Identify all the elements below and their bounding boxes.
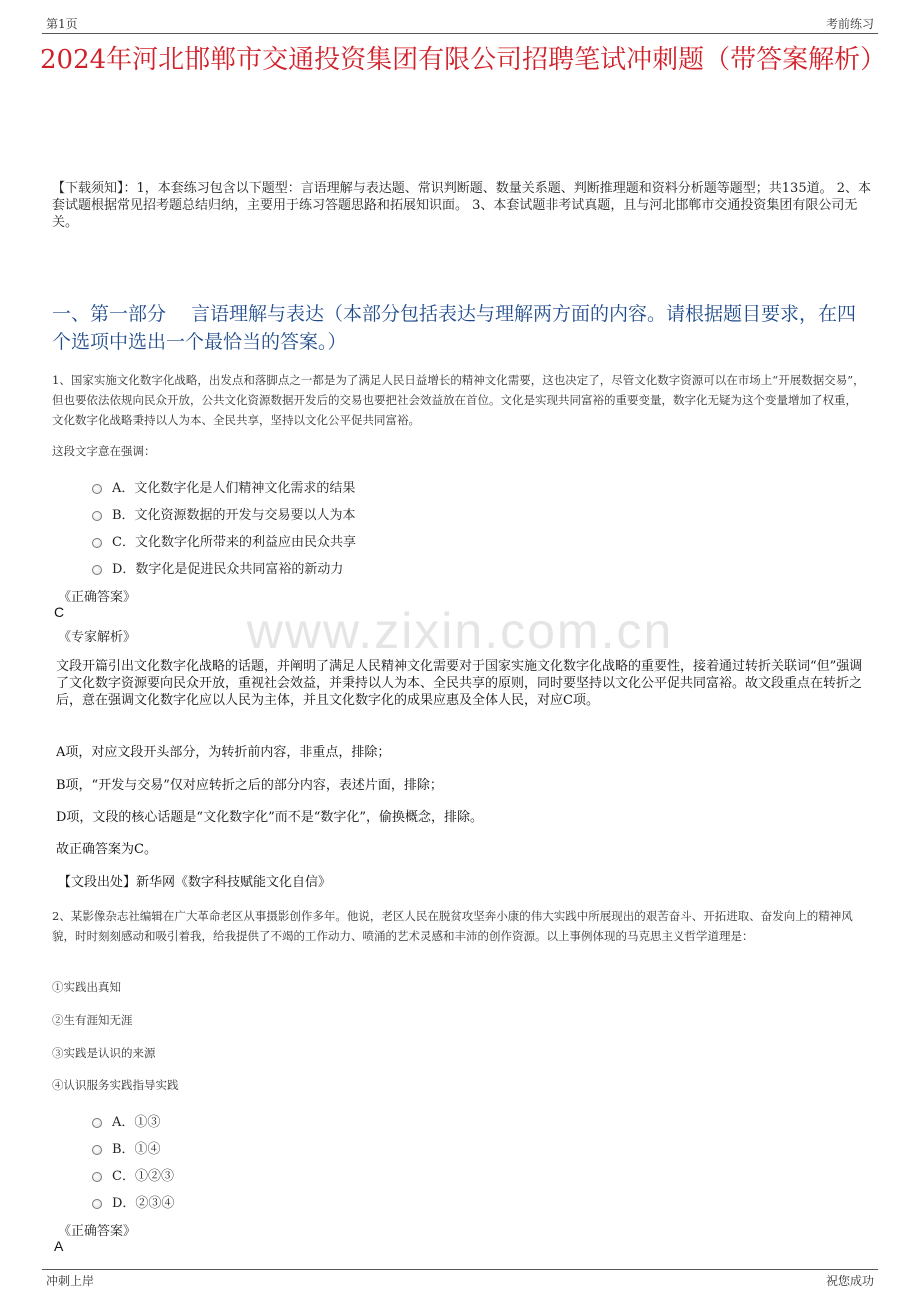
option-label: A．文化数字化是人们精神文化需求的结果 [112,481,356,496]
radio-icon[interactable] [92,1199,102,1209]
radio-icon[interactable] [92,1172,102,1182]
footer-right: 祝您成功 [825,1274,874,1288]
option-label: D．②③④ [112,1196,175,1211]
analysis-label: 《专家解析》 [58,630,137,645]
radio-icon[interactable] [92,1145,102,1155]
question-1-option-a[interactable] [92,477,355,496]
option-label: C．①②③ [112,1169,174,1184]
answer-label: 《正确答案》 [58,1224,137,1239]
radio-icon[interactable] [92,565,102,575]
question-1-option-c[interactable] [92,531,356,550]
option-label: B．①④ [112,1142,161,1157]
analysis-option-b: B项，“开发与交易”仅对应转折之后的部分内容，表述片面，排除； [56,778,443,793]
analysis-option-d: D项，文段的核心话题是“文化数字化”而不是“数字化”，偷换概念，排除。 [56,810,484,825]
question-2-option-d[interactable] [92,1192,174,1211]
footer-divider [42,1269,878,1270]
radio-icon[interactable] [92,1118,102,1128]
answer-value: A [54,1238,64,1254]
option-label: B．文化资源数据的开发与交易要以人为本 [112,508,356,523]
option-label: D．数字化是促进民众共同富裕的新动力 [112,562,344,577]
header-divider [42,33,878,34]
question-2-option-b[interactable] [92,1138,161,1157]
question-1-option-b[interactable] [92,504,356,523]
question-2-option-c[interactable] [92,1165,174,1184]
question-1-text: 1、国家实施文化数字化战略，出发点和落脚点之一都是为了满足人民日益增长的精神文化需要，这也决定了，尽管文化数字资源可以在市场上“开展数据交易”，但也要依法依规向民众开放，公共文化资源数据开发后的交易也要把社会效益放在首位。文化是实现共同富裕的重要变量，数字化无疑为这个变量增加了权重，文化数字化战略秉持以人为本、全民共享，坚持以文化公平促共同富裕。 [52,373,865,427]
page-number: 第1页 [46,17,78,31]
question-2-item-2: ②生有涯知无涯 [52,1013,133,1027]
option-label: A．①③ [112,1115,161,1130]
radio-icon[interactable] [92,484,102,494]
answer-label: 《正确答案》 [58,590,137,605]
question-2-text: 2、某影像杂志社编辑在广大革命老区从事摄影创作多年。他说，老区人民在脱贫攻坚奔小康的伟大实践中所展现出的艰苦奋斗、开拓进取、奋发向上的精神风貌，时时刻刻感动和吸引着我，给我提供了不竭的工作动力、喷涌的艺术灵感和丰沛的创作资源。以上事例体现的马克思主义哲学道理是： [52,909,853,943]
answer-value: C [54,604,65,620]
footer-left: 冲刺上岸 [46,1274,95,1288]
source-line: 【文段出处】新华网《数字科技赋能文化自信》 [58,875,332,890]
page-title: 2024年河北邯郸市交通投资集团有限公司招聘笔试冲刺题（带答案解析） [40,45,887,75]
section-heading: 一、第一部分 言语理解与表达（本部分包括表达与理解两方面的内容。请根据题目要求，在四个选项中选出一个最恰当的答案。） [52,303,857,353]
analysis-text: 文段开篇引出文化数字化战略的话题，并阐明了满足人民精神文化需要对于国家实施文化数字化战略的重要性，接着通过转折关联词“但”强调了文化数字资源要向民众开放，重视社会效益，并秉持以人为本、全民共享的原则，同时要坚持以文化公平促共同富裕。故文段重点在转折之后，意在强调文化数字化应以人民为主体，并且文化数字化的成果应惠及全体人民，对应C项。 [56,659,863,708]
analysis-option-a: A项，对应文段开头部分，为转折前内容，非重点，排除； [56,745,391,760]
question-2-item-3: ③实践是认识的来源 [52,1046,156,1060]
header-label: 考前练习 [825,17,874,31]
question-2-option-a[interactable] [92,1111,160,1130]
question-1-option-d[interactable] [92,558,343,577]
radio-icon[interactable] [92,511,102,521]
watermark: www.zixin.com.cn [246,603,674,659]
question-2-item-1: ①实践出真知 [52,980,121,994]
download-notice: 【下载须知】：1，本套练习包含以下题型：言语理解与表达题、常识判断题、数量关系题、判断推理题和资料分析题等题型；共135道。 2、本套试题根据常见招考题总结归纳，主要用于练习答题思路和拓展知识面。 3、本套试题非考试真题，且与河北邯郸市交通投资集团有限公司无关。 [52,181,871,230]
analysis-conclusion: 故正确答案为C。 [56,842,157,857]
question-1-prompt: 这段文字意在强调： [52,444,156,458]
question-2-item-4: ④认识服务实践指导实践 [52,1078,179,1092]
option-label: C．文化数字化所带来的利益应由民众共享 [112,535,356,550]
radio-icon[interactable] [92,538,102,548]
